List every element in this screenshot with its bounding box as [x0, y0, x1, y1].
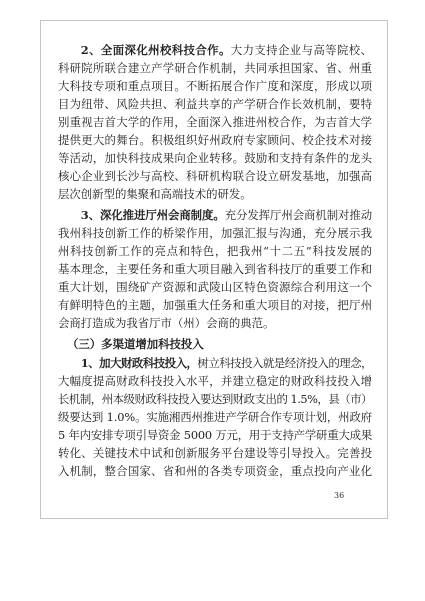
text-line: 入机制，整合国家、省和州的各类专项资金，重点投向产业化	[58, 464, 372, 478]
text-line: 州科技创新工作的亮点和特色，把我州“十二五”科技发展的	[58, 244, 372, 258]
paragraph-lead: 1、加大财政科技投入，	[80, 356, 198, 370]
paragraph-fiscal-investment	[58, 354, 372, 480]
text-line: 层次创新型的集聚和高端技术的研发。	[58, 187, 252, 201]
page-number: 36	[334, 491, 345, 500]
text-line: 核心企业到长沙与高校、科研机构联合设立研发基地，加强高	[58, 169, 372, 183]
text-line: 重大计划，围绕矿产资源和武陵山区特色资源综合利用这一个	[58, 280, 372, 294]
section-heading: （三）多渠道增加科技投入	[67, 337, 204, 351]
text-line: 长机制，州本级财政科技投入要达到财政支出的 1.5%，县（市）	[58, 392, 372, 406]
text-line: 科研院所联合建立产学研合作机制，共同承担国家、省、州重	[58, 61, 372, 75]
paragraph-lead: 3、深化推进厅州会商制度。	[80, 208, 225, 222]
text-line: 大科技专项和重点项目。不断拓展合作广度和深度，形成以项	[58, 79, 372, 93]
text-line: 转化、关键技术中试和创新服务平台建设等引导投入。完善投	[58, 446, 372, 460]
body-text	[58, 41, 372, 480]
text-line: 大幅度提高财政科技投入水平，并建立稳定的财政科技投入增	[58, 374, 372, 388]
line-text: 树立科技投入就是经济投入的理念，	[197, 356, 372, 370]
text-line: 基本理念，主要任务和重大项目融入到省科技厅的重要工作和	[58, 262, 372, 276]
paragraph-school-cooperation	[58, 41, 372, 203]
paragraph-lead: 2、全面深化州校科技合作。	[80, 43, 231, 57]
text-line: 提供更大的舞台。积极组织好州政府专家顾问、校企技术对接	[58, 133, 372, 147]
text-line	[58, 41, 372, 59]
text-line: 有鲜明特色的主题，加强重大任务和重大项目的对接，把厅州	[58, 298, 372, 312]
line-text: 充分发挥厅州会商机制对推动	[224, 208, 372, 222]
text-line: 会商打造成为我省厅市（州）会商的典范。	[58, 316, 275, 330]
text-line: 我州科技创新工作的桥梁作用，加强汇报与沟通，充分展示我	[58, 226, 372, 240]
paragraph-consultation-system	[58, 206, 372, 332]
text-line: 等活动，加快科技成果向企业转移。鼓励和支持有条件的龙头	[58, 151, 372, 165]
text-line: 目为纽带、风险共担、利益共享的产学研合作长效机制，要特	[58, 97, 372, 111]
line-text: 大力支持企业与高等院校、	[230, 43, 372, 57]
text-line: 别重视吉首大学的作用，全面深入推进州校合作，为吉首大学	[58, 115, 372, 129]
text-line: 级要达到 1.0%。实施湘西州推进产学研合作专项计划，州政府	[58, 410, 372, 424]
text-line	[58, 206, 372, 224]
text-line: 5 年内安排专项引导资金 5000 万元，用于支持产学研重大成果	[58, 428, 372, 442]
text-line	[58, 354, 372, 372]
